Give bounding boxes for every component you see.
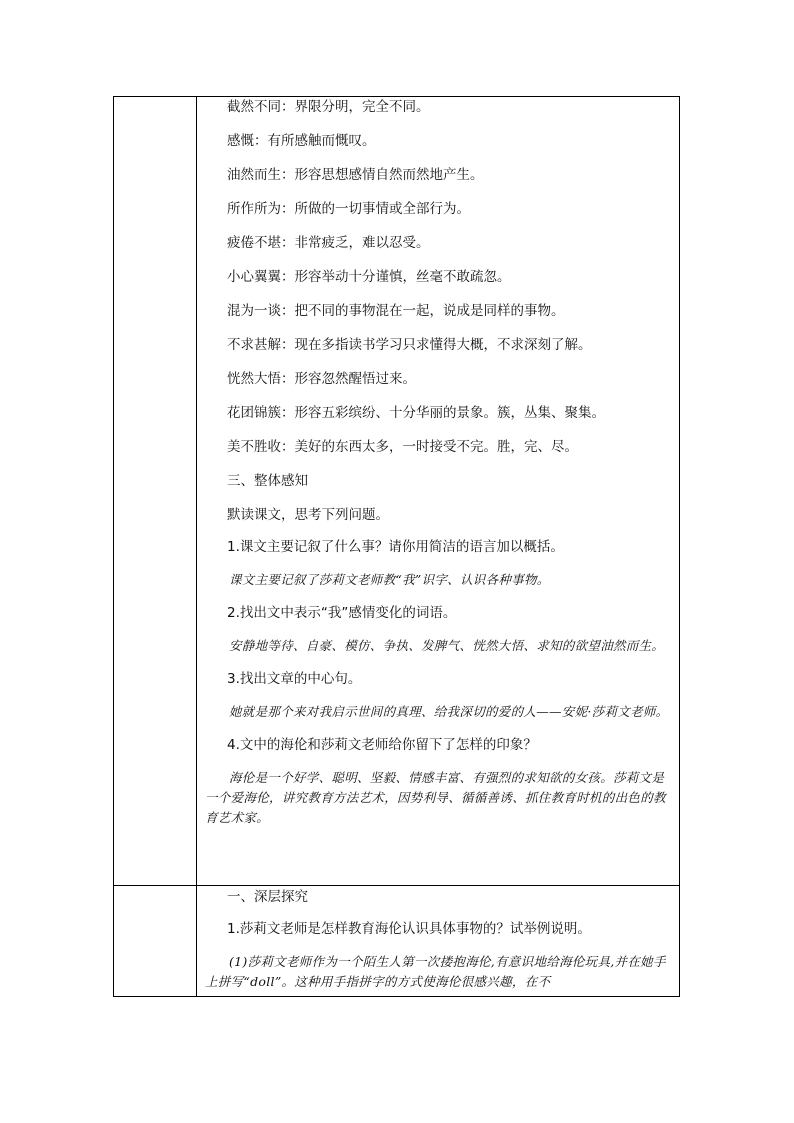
- left-cell-empty: [114, 886, 197, 997]
- vocab-item: 恍然大悟：形容忽然醒悟过来。: [227, 371, 416, 387]
- question-4: 4.文中的海伦和莎莉文老师给你留下了怎样的印象？: [227, 737, 537, 753]
- question-2: 2.找出文中表示“我”感情变化的词语。: [227, 605, 457, 621]
- vocab-item: 油然而生：形容思想感情自然而然地产生。: [227, 167, 484, 183]
- answer-1: 课文主要记叙了莎莉文老师教“我”识字、认识各种事物。: [229, 572, 550, 587]
- content-cell: [197, 886, 680, 997]
- vocab-item: 疲倦不堪：非常疲乏，难以忍受。: [227, 235, 430, 251]
- answer-deep-1: (1)莎莉文老师作为一个陌生人第一次搂抱海伦,有意识地给海伦玩具,并在她手上拼写“doll”。这种用手指拼字的方式使海伦很感兴趣，在不: [205, 954, 666, 989]
- vocab-item: 混为一谈：把不同的事物混在一起，说成是同样的事物。: [227, 303, 565, 319]
- section-heading: 三、整体感知: [227, 473, 308, 489]
- answer-4: 海伦是一个好学、聪明、坚毅、情感丰富、有强烈的求知欲的女孩。莎莉文是一个爱海伦，讲究教育方法艺术，因势利导、循循善诱、抓住教育时机的出色的教育艺术家。: [205, 770, 666, 825]
- section-heading: 一、深层探究: [227, 889, 308, 905]
- answer-2: 安静地等待、自豪、模仿、争执、发脾气、恍然大悟、求知的欲望油然而生。: [229, 638, 665, 653]
- table-row: [114, 97, 680, 886]
- vocab-item: 小心翼翼：形容举动十分谨慎，丝毫不敢疏忽。: [227, 269, 511, 285]
- left-cell-empty: [114, 97, 197, 886]
- answer-3: 她就是那个来对我启示世间的真理、给我深切的爱的人——安妮·莎莉文老师。: [229, 704, 669, 719]
- question-1: 1.课文主要记叙了什么事？请你用简洁的语言加以概括。: [227, 539, 564, 555]
- vocab-item: 美不胜收：美好的东西太多，一时接受不完。胜，完、尽。: [227, 439, 578, 455]
- vocab-item: 所作所为：所做的一切事情或全部行为。: [227, 201, 470, 217]
- table-row: [114, 886, 680, 997]
- question-deep-1: 1.莎莉文老师是怎样教育海伦认识具体事物的？试举例说明。: [227, 921, 591, 937]
- vocab-item: 截然不同：界限分明，完全不同。: [227, 99, 430, 115]
- content-cell: [197, 97, 680, 886]
- lesson-table: [113, 96, 680, 997]
- vocab-item: 感慨：有所感触而慨叹。: [227, 133, 376, 149]
- vocab-item: 花团锦簇：形容五彩缤纷、十分华丽的景象。簇，丛集、聚集。: [227, 405, 605, 421]
- question-3: 3.找出文章的中心句。: [227, 671, 362, 687]
- instruction-text: 默读课文，思考下列问题。: [227, 507, 389, 523]
- vocab-item: 不求甚解：现在多指读书学习只求懂得大概，不求深刻了解。: [227, 337, 592, 353]
